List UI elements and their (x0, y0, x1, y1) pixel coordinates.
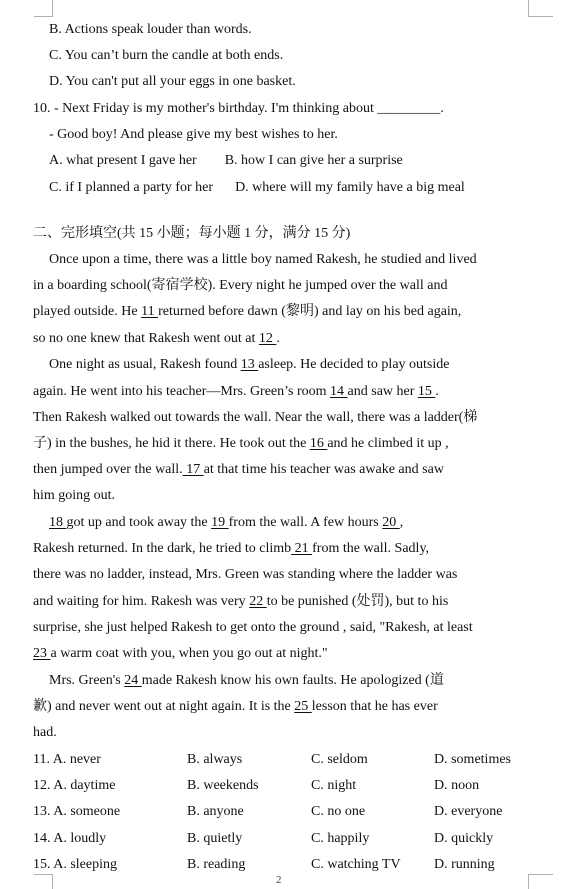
section-heading: 二、完形填空(共 15 小题；每小题 1 分，满分 15 分) (33, 226, 351, 241)
blank-24: 24 (124, 673, 142, 688)
passage-line (49, 356, 449, 374)
choice-14-b: B. quietly (187, 831, 243, 846)
choice-13-d: D. everyone (434, 804, 503, 819)
q10-stem: 10. - Next Friday is my mother's birthday. I'm thinking about _________. (33, 101, 444, 116)
passage-text: . (276, 331, 280, 346)
passage-text: from the wall. Sadly, (312, 541, 430, 556)
passage-line (33, 383, 439, 401)
passage-line (33, 645, 328, 663)
passage-text: and he climbed it up , (327, 436, 449, 451)
blank-22: 22 (249, 594, 267, 609)
choice-13-a: 13. A. someone (33, 804, 121, 819)
passage-text: 歉) and never went out at night again. It is the (33, 699, 295, 714)
choice-14-c: C. happily (311, 831, 370, 846)
choice-12-c: C. night (311, 778, 357, 793)
passage-text: 子) in the bushes, he hid it there. He took out the (33, 436, 310, 451)
crop-mark-top-left (34, 0, 53, 17)
choice-15-d: D. running (434, 857, 495, 872)
passage-text: , (399, 515, 404, 530)
crop-mark-bottom-left (34, 874, 53, 889)
passage-line: him going out. (33, 488, 116, 503)
passage-text: asleep. He decided to play outside (258, 357, 450, 372)
passage-text: got up and took away the (66, 515, 212, 530)
q10-option-d: D. where will my family have a big meal (235, 180, 465, 195)
passage-line (33, 461, 444, 479)
passage-line (33, 698, 438, 716)
passage-text: played outside. He (33, 304, 142, 319)
blank-23: 23 (33, 646, 51, 661)
q10-option-c: C. if I planned a party for her (49, 180, 214, 195)
passage-text: at that time his teacher was awake and saw (203, 462, 444, 477)
passage-line (33, 435, 449, 453)
passage-text: and waiting for him. Rakesh was very (33, 594, 250, 609)
passage-text: a warm coat with you, when you go out at night." (50, 646, 328, 661)
choice-11-d: D. sometimes (434, 752, 511, 767)
passage-line: had. (33, 725, 57, 740)
choice-14-d: D. quickly (434, 831, 494, 846)
passage-text: and saw her (347, 384, 418, 399)
passage-line (33, 330, 280, 348)
passage-line: surprise, she just helped Rakesh to get onto the ground , said, "Rakesh, at least (33, 620, 473, 635)
passage-text: then jumped over the wall. (33, 462, 183, 477)
q10-option-b: B. how I can give her a surprise (224, 153, 403, 168)
blank-16: 16 (309, 436, 328, 451)
blank-14: 14 (330, 384, 348, 399)
choice-15-b: B. reading (187, 857, 246, 872)
blank-25: 25 (294, 699, 312, 714)
passage-line (49, 672, 444, 690)
page-number: 2 (276, 874, 282, 886)
q9-option-b: B. Actions speak louder than words. (49, 22, 252, 37)
crop-mark-top-right (528, 0, 553, 17)
choice-15-c: C. watching TV (311, 857, 401, 872)
blank-18: 18 (49, 515, 67, 530)
passage-line (49, 514, 403, 532)
passage-line (33, 540, 429, 558)
passage-line: in a boarding school(寄宿学校). Every night he jumped over the wall and (33, 278, 448, 293)
blank-11: 11 (141, 304, 159, 319)
q10-reply: - Good boy! And please give my best wishes to her. (49, 127, 338, 142)
blank-20: 20 (382, 515, 400, 530)
passage-text: One night as usual, Rakesh found (49, 357, 241, 372)
choice-12-b: B. weekends (187, 778, 259, 793)
blank-17: 17 (182, 462, 204, 477)
passage-line: Then Rakesh walked out towards the wall. Near the wall, there was a ladder(梯 (33, 410, 478, 425)
q9-option-c: C. You can’t burn the candle at both ends. (49, 48, 284, 63)
choice-11-c: C. seldom (311, 752, 368, 767)
passage-text: . (435, 384, 439, 399)
passage-line: Once upon a time, there was a little boy named Rakesh, he studied and lived (49, 252, 477, 267)
passage-text: lesson that he has ever (311, 699, 438, 714)
blank-12: 12 (258, 331, 277, 346)
blank-15: 15 (417, 384, 436, 399)
passage-text: made Rakesh know his own faults. He apologized (道 (141, 673, 444, 688)
passage-text: Mrs. Green's (49, 673, 125, 688)
passage-text: from the wall. A few hours (228, 515, 383, 530)
choice-12-d: D. noon (434, 778, 480, 793)
q10-options-ab (49, 152, 403, 170)
blank-21: 21 (291, 541, 313, 556)
passage-text: again. He went into his teacher—Mrs. Green’s room (33, 384, 331, 399)
passage-line (33, 303, 461, 321)
choice-11-b: B. always (187, 752, 243, 767)
choice-13-b: B. anyone (187, 804, 244, 819)
passage-line (33, 593, 448, 611)
q10-options-cd (49, 179, 465, 197)
passage-text: Rakesh returned. In the dark, he tried to climb (33, 541, 292, 556)
choice-15-a: 15. A. sleeping (33, 857, 117, 872)
choice-12-a: 12. A. daytime (33, 778, 116, 793)
blank-13: 13 (240, 357, 259, 372)
blank-19: 19 (211, 515, 229, 530)
choice-14-a: 14. A. loudly (33, 831, 107, 846)
q10-option-a: A. what present I gave her (49, 153, 197, 168)
passage-line: there was no ladder, instead, Mrs. Green was standing where the ladder was (33, 567, 458, 582)
choice-11-a: 11. A. never (33, 752, 101, 767)
crop-mark-bottom-right (528, 874, 553, 889)
passage-text: to be punished (处罚), but to his (266, 594, 449, 609)
passage-text: so no one knew that Rakesh went out at (33, 331, 259, 346)
choice-13-c: C. no one (311, 804, 366, 819)
q9-option-d: D. You can't put all your eggs in one basket. (49, 74, 296, 89)
passage-text: returned before dawn (黎明) and lay on his bed again, (158, 304, 462, 319)
